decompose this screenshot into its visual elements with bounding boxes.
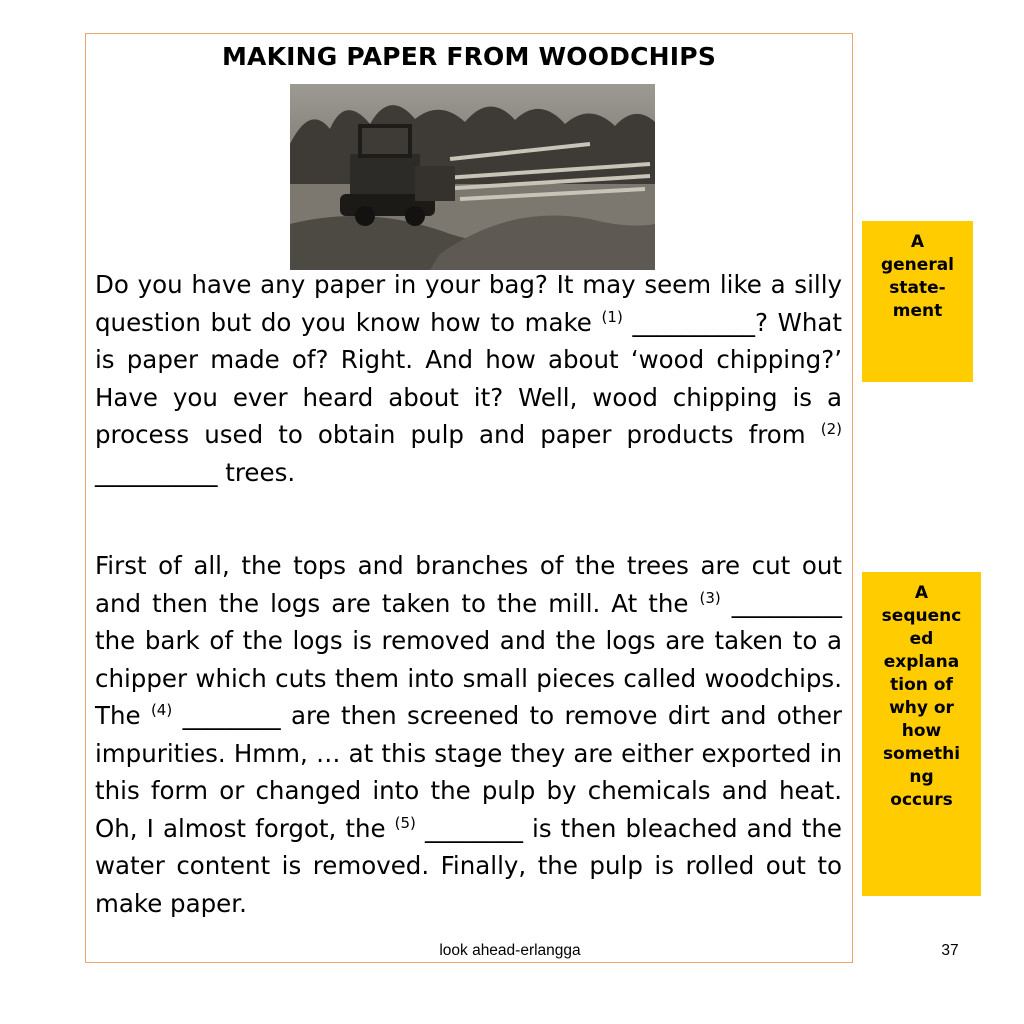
footer-text: look ahead-erlangga: [439, 942, 581, 959]
page-number: 37: [941, 942, 959, 959]
paragraph-intro: [95, 266, 842, 491]
label-line: general: [880, 255, 954, 275]
label-line: sequenc: [881, 606, 962, 626]
paragraph-text: ________ is then bleached and the water content is removed. Finally, the pulp is rolled out to make paper.: [95, 813, 842, 918]
paragraph-sequence: [95, 547, 842, 922]
label-line: tion of: [890, 675, 953, 695]
logging-machine-photo: [290, 84, 655, 270]
paragraph-text: First of all, the tops and branches of the trees are cut out and then the logs are taken to the mill. At the: [95, 551, 842, 618]
label-line: ed: [909, 629, 934, 649]
paragraph-text: ________ are then screened to remove dirt and other impurities. Hmm, … at this stage they are either exported in this form or changed into the pulp by chemicals and heat. Oh, I almost forgot, the: [95, 701, 843, 843]
label-line: explana: [883, 652, 960, 672]
label-line: ment: [892, 301, 943, 321]
blank-marker-4: (4): [150, 701, 173, 719]
label-line: why or: [889, 698, 954, 718]
blank-marker-5: (5): [394, 813, 416, 832]
photo-illustration: [290, 84, 655, 270]
paragraph-text: _________ the bark of the logs is removed and the logs are taken to a chipper which cuts them into small pieces called woodchips. The: [95, 588, 842, 730]
blank-marker-3: (3): [699, 588, 721, 607]
paragraph-text: __________? What is paper made of? Right. And how about ‘wood chipping?’ Have you ever heard about it? Well, wood chipping is a process used to obtain pulp and paper products from: [95, 307, 842, 449]
label-line: A: [910, 232, 925, 252]
sequenced-explanation-label: [862, 572, 981, 896]
blank-marker-1: (1): [601, 307, 623, 326]
paragraph-text: __________ trees.: [95, 457, 296, 487]
label-line: somethi: [882, 744, 961, 764]
paragraph-text: Do you have any paper in your bag? It may seem like a silly question but do you know how to make: [95, 270, 842, 337]
label-line: ng: [909, 767, 934, 787]
page-title: MAKING PAPER FROM WOODCHIPS: [221, 42, 717, 71]
label-line: occurs: [890, 790, 953, 810]
label-line: how: [901, 721, 942, 741]
blank-marker-2: (2): [820, 420, 842, 438]
general-statement-label: [862, 221, 973, 382]
label-line: A: [914, 583, 929, 603]
label-line: state-: [889, 278, 946, 298]
